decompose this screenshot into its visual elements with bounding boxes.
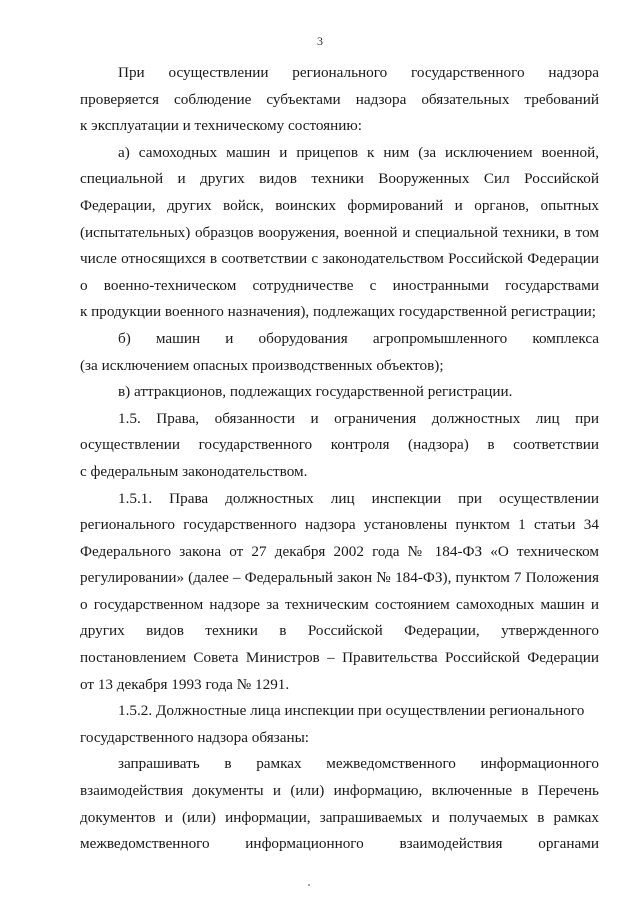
text-line: осуществлении государственного контроля (надзора) в соответствии [80, 436, 599, 454]
text-line: о государственном надзоре за техническим состоянием самоходных машин и [80, 595, 599, 613]
text-line: документов и (или) информации, запрашиваемых и получаемых в рамках [80, 808, 599, 826]
text-line: б) машин и оборудования агропромышленного комплекса [118, 329, 599, 347]
text-line: 1.5.1. Права должностных лиц инспекции при осуществлении [118, 489, 599, 507]
text-line: 1.5.2. Должностные лица инспекции при осуществлении регионального [118, 702, 585, 720]
text-line: проверяется соблюдение субъектами надзора обязательных требований [80, 90, 599, 108]
document-body [80, 60, 599, 858]
text-line: числе относящихся в соответствии с законодательством Российской Федерации [80, 250, 599, 268]
text-line: Федерального закона от 27 декабря 2002 года № 184-ФЗ «О техническом [80, 542, 599, 560]
text-line: в) аттракционов, подлежащих государственной регистрации. [118, 383, 513, 401]
page-number: 3 [317, 34, 323, 48]
text-line: постановлением Совета Министров – Правительства Российской Федерации [80, 649, 599, 667]
text-line: (за исключением опасных производственных объектов); [80, 356, 444, 374]
text-line: государственного надзора обязаны: [80, 728, 309, 746]
text-line: межведомственного информационного взаимодействия органами [80, 835, 599, 853]
text-line: к эксплуатации и техническому состоянию: [80, 117, 362, 135]
text-line: (испытательных) образцов вооружения, военной и специальной техники, в том [80, 223, 599, 241]
scan-speck [308, 884, 310, 886]
text-line: Федерации, других войск, воинских формирований и органов, опытных [80, 196, 599, 214]
text-line: При осуществлении регионального государственного надзора [118, 64, 599, 81]
text-line: 1.5. Права, обязанности и ограничения должностных лиц при [118, 409, 599, 427]
text-line: регионального государственного надзора установлены пунктом 1 статьи 34 [80, 516, 599, 534]
text-line: специальной и других видов техники Вооруженных Сил Российской [80, 170, 599, 188]
text-line: взаимодействия документы и (или) информацию, включенные в Перечень [80, 782, 599, 800]
text-line: регулировании» (далее – Федеральный закон № 184-ФЗ), пунктом 7 Положения [80, 569, 599, 587]
text-line: с федеральным законодательством. [80, 462, 308, 480]
text-line: к продукции военного назначения), подлежащих государственной регистрации; [80, 303, 597, 321]
text-line: а) самоходных машин и прицепов к ним (за исключением военной, [118, 143, 599, 161]
text-line: других видов техники в Российской Федерации, утвержденного [80, 622, 599, 640]
text-line: о военно-техническом сотрудничестве с иностранными государствами [80, 276, 599, 294]
text-line: от 13 декабря 1993 года № 1291. [80, 675, 290, 693]
text-line: запрашивать в рамках межведомственного информационного [118, 755, 599, 773]
